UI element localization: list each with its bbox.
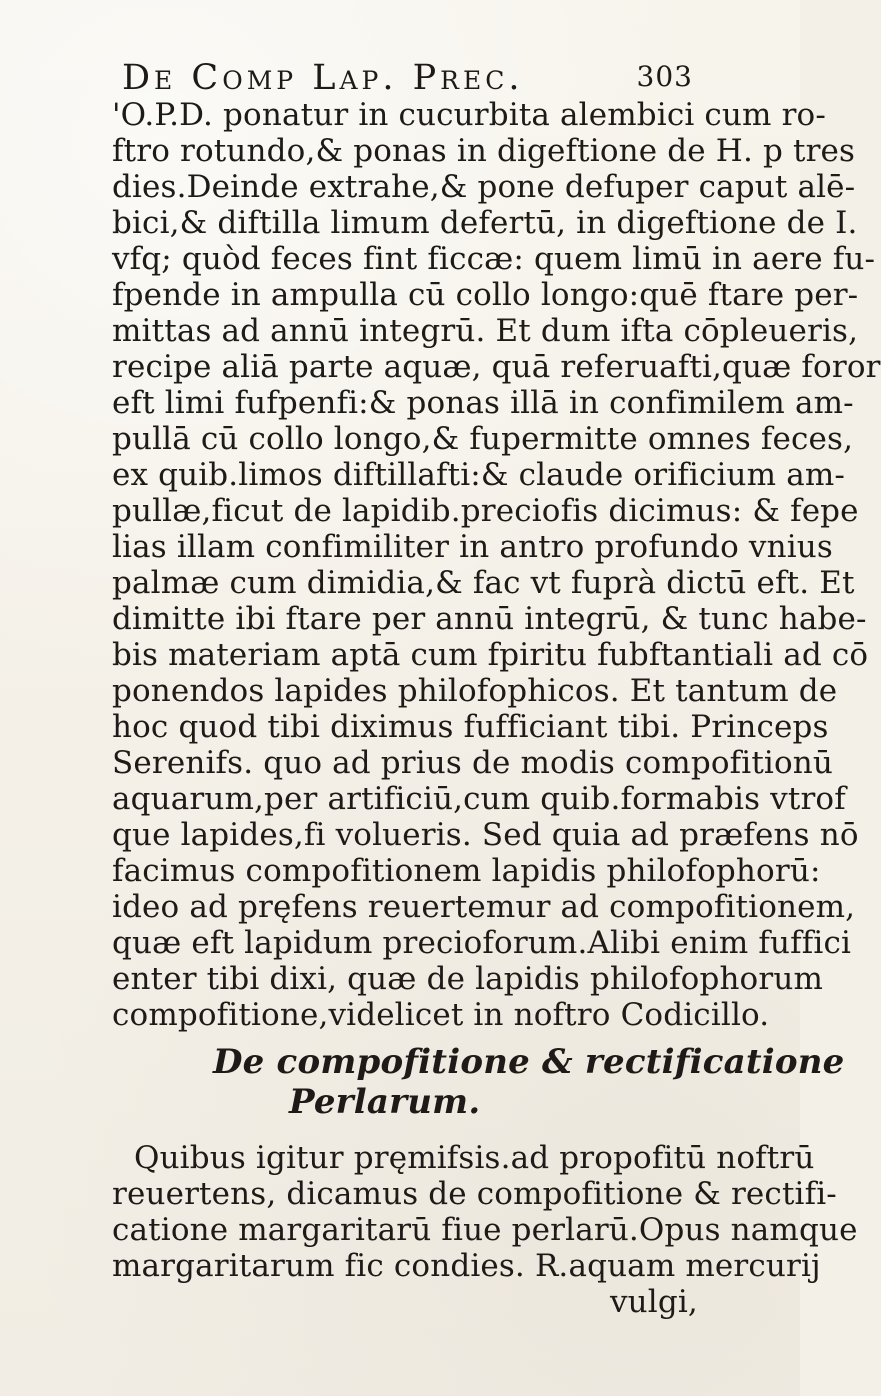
section-title-line: De compofitione & rectificatione	[213, 1042, 845, 1082]
text-line: catione margaritarū fiue perlarū.Opus namque	[112, 1212, 858, 1248]
text-line: facimus compofitionem lapidis philofophorū:	[112, 853, 821, 889]
text-line: enter tibi dixi, quæ de lapidis philofophorum	[112, 961, 824, 997]
text-line: bis materiam aptā cum fpiritu fubftantiali ad cō	[112, 637, 869, 673]
text-line: recipe aliā parte aquæ, quā referuafti,quæ foror	[112, 349, 881, 385]
text-line: hoc quod tibi diximus fufficiant tibi. Princeps	[112, 709, 829, 745]
section-title	[213, 1042, 845, 1122]
text-line: bici,& diftilla limum defertū, in digeftione de I.	[112, 205, 858, 241]
text-line: compofitione,videlicet in noftro Codicillo.	[112, 997, 770, 1033]
text-line: dimitte ibi ftare per annū integrū, & tunc habe-	[112, 601, 867, 637]
text-line: aquarum,per artificiū,cum quib.formabis vtrof	[112, 781, 846, 817]
page-number: 303	[636, 60, 693, 93]
text-line: ideo ad pręfens reuertemur ad compofitionem,	[112, 889, 856, 925]
text-line: vfq; quòd feces fint ficcæ: quem limū in aere fu-	[112, 241, 876, 277]
text-line: Quibus igitur pręmifsis.ad propofitū noftrū	[134, 1140, 815, 1176]
text-line: 'O.P.D. ponatur in cucurbita alembici cum ro-	[112, 97, 826, 133]
section-text-block	[112, 1140, 858, 1320]
running-head: De Comp Lap. Prec.	[122, 58, 524, 98]
page-header	[108, 58, 693, 100]
text-line: margaritarum fic condies. R.aquam mercurij	[112, 1248, 821, 1284]
text-line: dies.Deinde extrahe,& pone defuper caput alē-	[112, 169, 856, 205]
text-line: mittas ad annū integrū. Et dum ifta cōpleueris,	[112, 313, 859, 349]
text-line: lias illam confimiliter in antro profundo vnius	[112, 529, 833, 565]
section-title-line: Perlarum.	[289, 1082, 481, 1122]
text-line: fpende in ampulla cū collo longo:quē ftare per-	[112, 277, 859, 313]
main-text-block	[112, 97, 881, 1033]
catchword: vulgi,	[610, 1284, 698, 1320]
text-line: palmæ cum dimidia,& fac vt fuprà dictū eft. Et	[112, 565, 855, 601]
text-line: pullā cū collo longo,& fupermitte omnes feces,	[112, 421, 854, 457]
text-line: reuertens, dicamus de compofitione & rectifi-	[112, 1176, 837, 1212]
text-line: que lapides,fi volueris. Sed quia ad præfens nō	[112, 817, 859, 853]
text-line: ftro rotundo,& ponas in digeftione de H. p tres	[112, 133, 856, 169]
text-line: ponendos lapides philofophicos. Et tantum de	[112, 673, 838, 709]
text-line: pullæ,ficut de lapidib.preciofis dicimus: & fepe	[112, 493, 859, 529]
text-line: quæ eft lapidum precioforum.Alibi enim fuffici	[112, 925, 852, 961]
text-line: Serenifs. quo ad prius de modis compofitionū	[112, 745, 834, 781]
text-line: ex quib.limos diftillafti:& claude orificium am-	[112, 457, 846, 493]
text-line: eft limi fufpenfi:& ponas illā in confimilem am-	[112, 385, 854, 421]
